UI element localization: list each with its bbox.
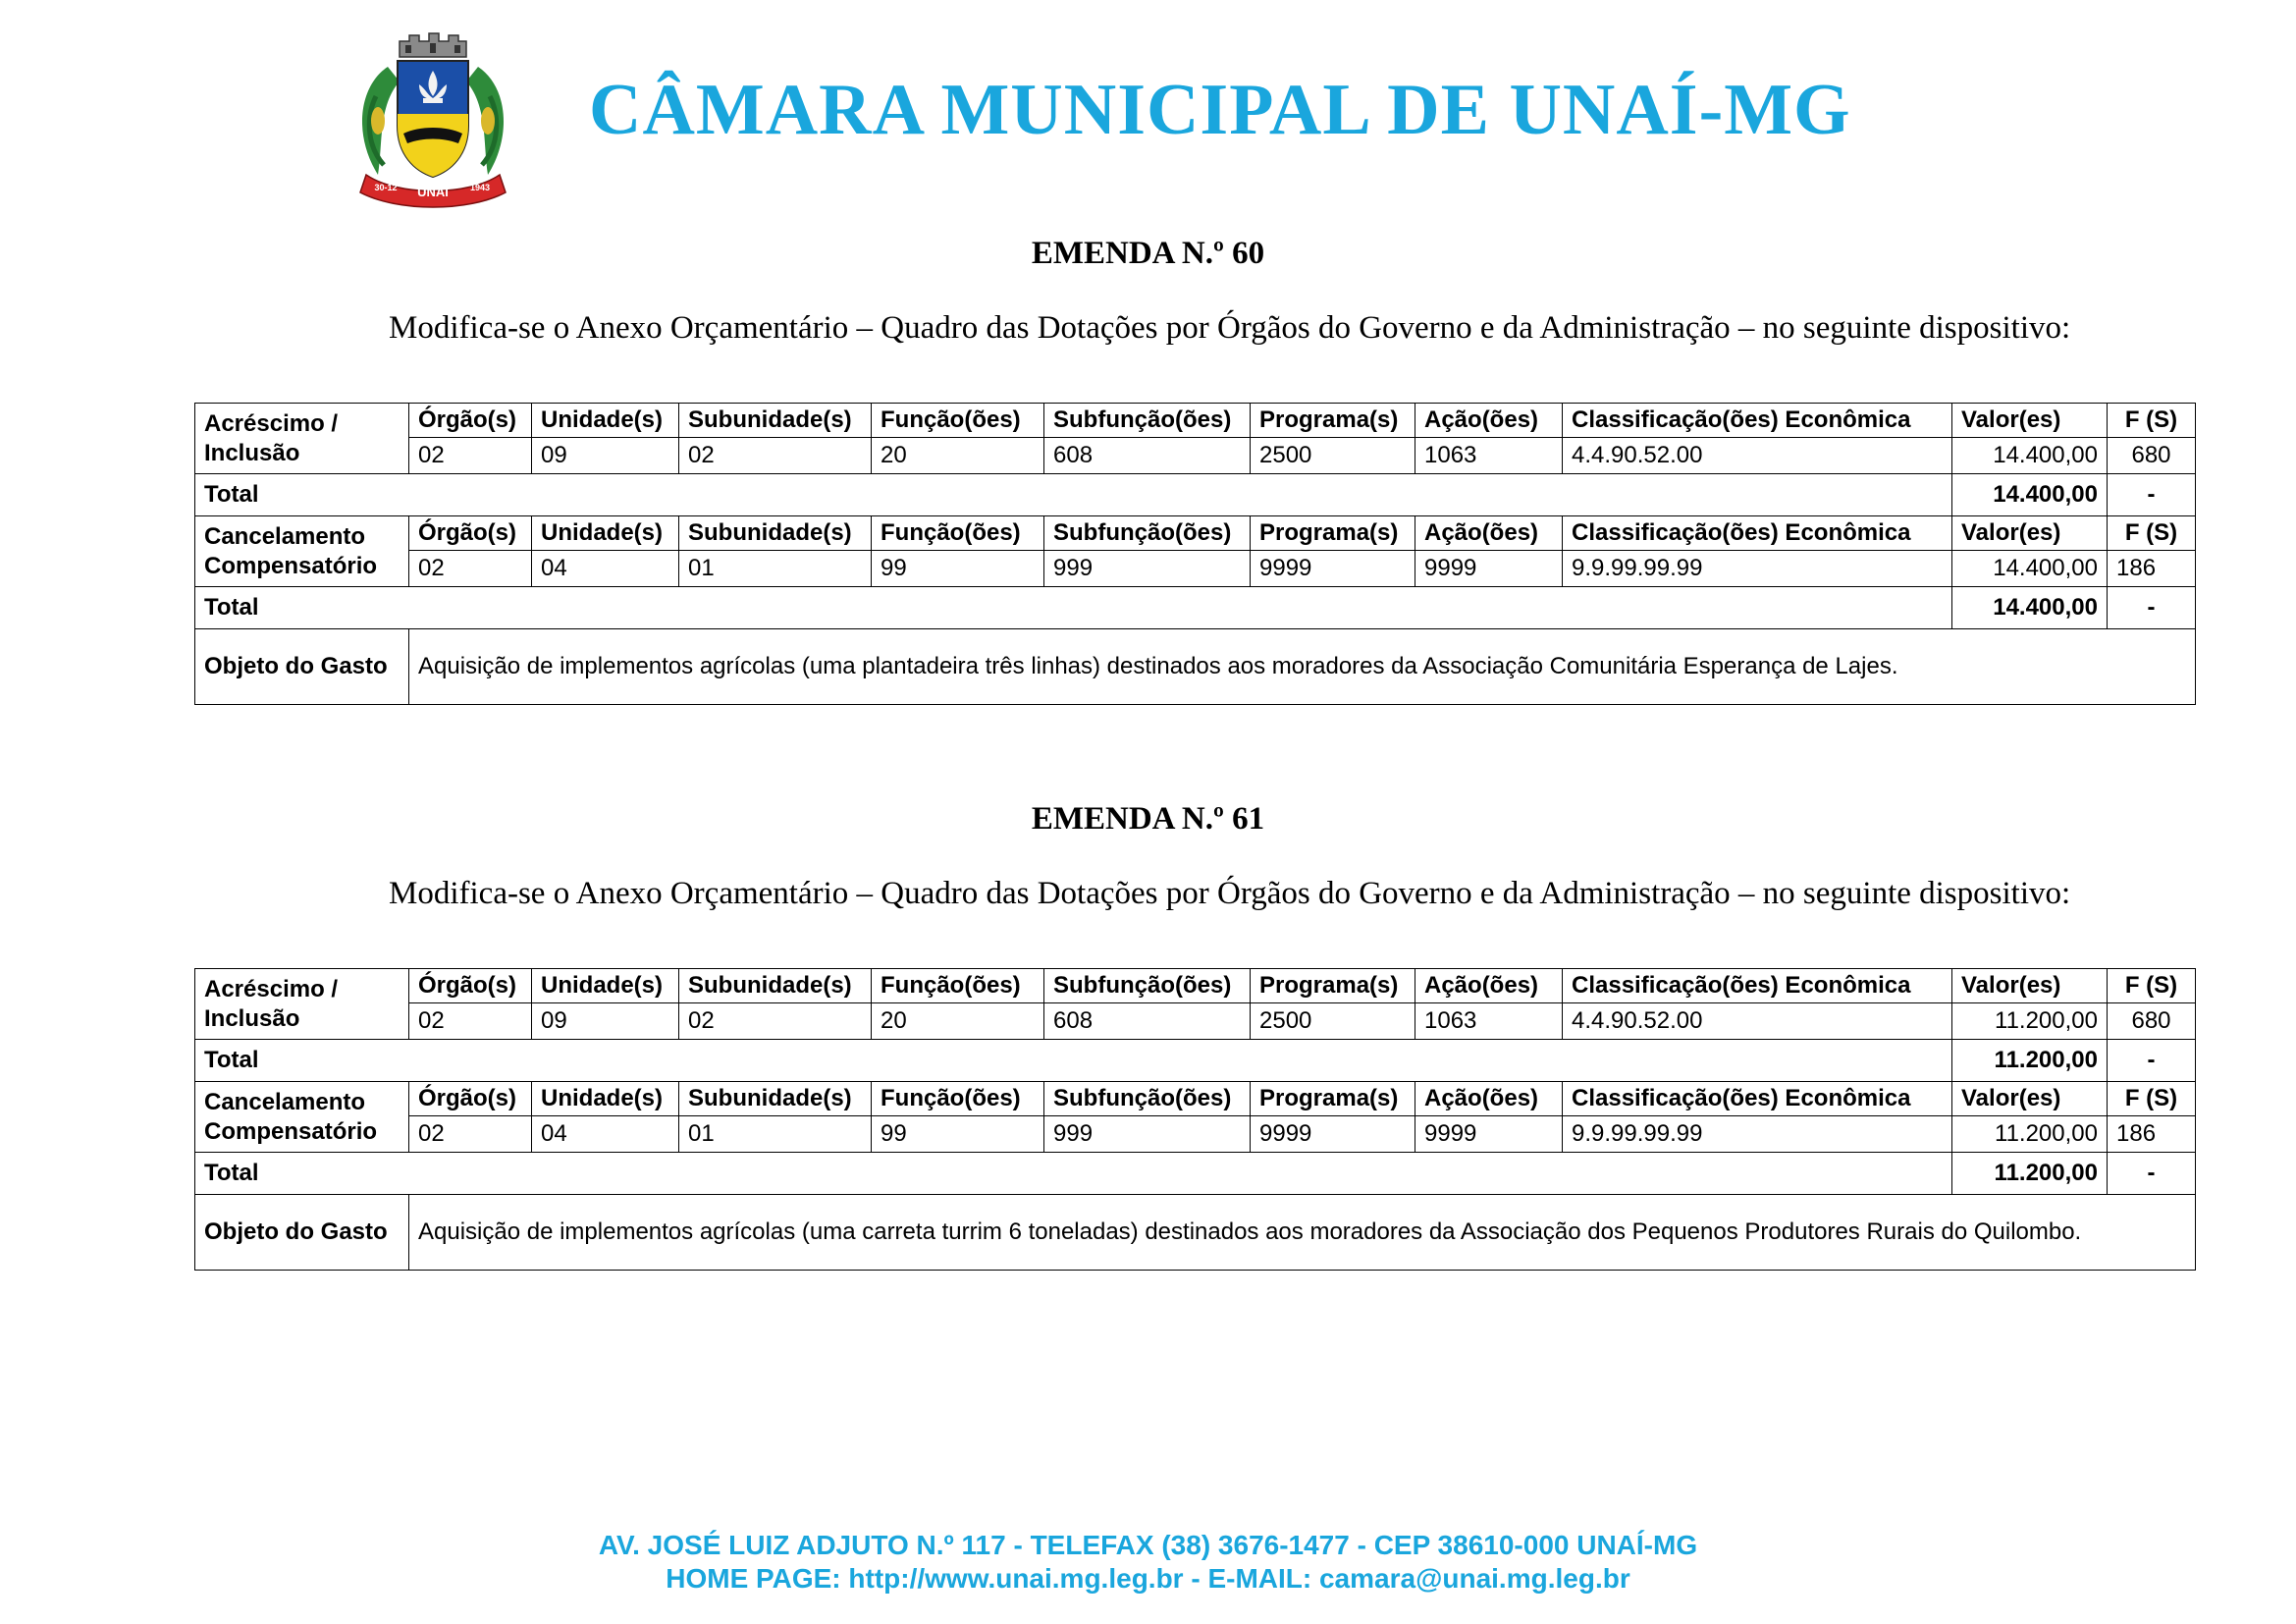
table-cell: 04: [532, 551, 679, 587]
table-cell: 1063: [1415, 1003, 1563, 1040]
table-cell: 04: [532, 1116, 679, 1153]
cancel-total-row: [195, 587, 2196, 629]
table-cell: 20: [872, 1003, 1044, 1040]
table-cell: 9999: [1415, 1116, 1563, 1153]
total-fs: -: [2108, 1040, 2196, 1082]
emenda-title: EMENDA N.º 60: [1031, 236, 1265, 271]
emenda-title: EMENDA N.º 61: [1031, 801, 1265, 837]
table-cell: 9.9.99.99.99: [1563, 551, 1952, 587]
table-cell: 2500: [1251, 1003, 1415, 1040]
total-fs: -: [2108, 474, 2196, 516]
column-header: Classificação(ões) Econômica: [1563, 969, 1952, 1003]
column-header: Classificação(ões) Econômica: [1563, 1082, 1952, 1116]
cancel-section-label: Cancelamento Compensatório: [195, 1082, 409, 1153]
table-cell: 14.400,00: [1952, 551, 2108, 587]
total-label: Total: [195, 1153, 1952, 1195]
page-title: CÂMARA MUNICIPAL DE UNAÍ-MG: [589, 70, 1851, 150]
table-cell: 9999: [1415, 551, 1563, 587]
column-header: F (S): [2108, 969, 2196, 1003]
inclusion-section-label: Acréscimo / Inclusão: [195, 404, 409, 474]
objeto-row: [195, 629, 2196, 705]
column-header: Programa(s): [1251, 1082, 1415, 1116]
crest-left-ribbon-text: 30-12: [374, 183, 398, 192]
column-header: Subunidade(s): [679, 1082, 872, 1116]
cancel-total-row: [195, 1153, 2196, 1195]
table-cell: 9999: [1251, 1116, 1415, 1153]
emenda-intro: Modifica-se o Anexo Orçamentário – Quadro das Dotações por Órgãos do Governo e da Administração – no seguinte dispositivo:: [389, 310, 2071, 346]
column-header: Valor(es): [1952, 969, 2108, 1003]
column-header: F (S): [2108, 1082, 2196, 1116]
table-cell: 20: [872, 438, 1044, 474]
column-header: Subfunção(ões): [1044, 516, 1251, 551]
column-header: Unidade(s): [532, 516, 679, 551]
objeto-text: Aquisição de implementos agrícolas (uma carreta turrim 6 toneladas) destinados aos moradores da Associação dos Pequenos Produtores Rurais do Quilombo.: [409, 1195, 2196, 1271]
table-cell: 11.200,00: [1952, 1003, 2108, 1040]
column-header: Programa(s): [1251, 969, 1415, 1003]
cancel-header-row: [195, 516, 2196, 551]
table-cell: 1063: [1415, 438, 1563, 474]
column-header: F (S): [2108, 516, 2196, 551]
inclusion-header-row: [195, 404, 2196, 438]
column-header: Subfunção(ões): [1044, 1082, 1251, 1116]
total-value: 14.400,00: [1952, 587, 2108, 629]
column-header: Valor(es): [1952, 404, 2108, 438]
total-value: 11.200,00: [1952, 1153, 2108, 1195]
column-header: Ação(ões): [1415, 516, 1563, 551]
table-cell: 4.4.90.52.00: [1563, 438, 1952, 474]
emenda-table: [194, 403, 2196, 705]
column-header: Unidade(s): [532, 969, 679, 1003]
column-header: Função(ões): [872, 516, 1044, 551]
table-cell: 2500: [1251, 438, 1415, 474]
column-header: Órgão(s): [409, 404, 532, 438]
column-header: Função(ões): [872, 404, 1044, 438]
objeto-label: Objeto do Gasto: [195, 629, 409, 705]
inclusion-section-label: Acréscimo / Inclusão: [195, 969, 409, 1040]
table-cell: 02: [409, 551, 532, 587]
column-header: Subfunção(ões): [1044, 404, 1251, 438]
table-cell: 999: [1044, 551, 1251, 587]
table-cell: 186: [2108, 551, 2196, 587]
objeto-label: Objeto do Gasto: [195, 1195, 409, 1271]
table-cell: 01: [679, 551, 872, 587]
total-value: 11.200,00: [1952, 1040, 2108, 1082]
column-header: Ação(ões): [1415, 404, 1563, 438]
emenda-table: [194, 968, 2196, 1271]
objeto-row: [195, 1195, 2196, 1271]
table-cell: 02: [409, 438, 532, 474]
column-header: Função(ões): [872, 969, 1044, 1003]
table-cell: 9999: [1251, 551, 1415, 587]
table-cell: 680: [2108, 438, 2196, 474]
column-header: Órgão(s): [409, 969, 532, 1003]
table-cell: 09: [532, 438, 679, 474]
column-header: Subunidade(s): [679, 404, 872, 438]
table-cell: 09: [532, 1003, 679, 1040]
column-header: Subunidade(s): [679, 516, 872, 551]
table-cell: 608: [1044, 438, 1251, 474]
table-cell: 11.200,00: [1952, 1116, 2108, 1153]
column-header: F (S): [2108, 404, 2196, 438]
column-header: Ação(ões): [1415, 969, 1563, 1003]
table-cell: 9.9.99.99.99: [1563, 1116, 1952, 1153]
table-cell: 99: [872, 551, 1044, 587]
cancel-header-row: [195, 1082, 2196, 1116]
column-header: Subfunção(ões): [1044, 969, 1251, 1003]
column-header: Ação(ões): [1415, 1082, 1563, 1116]
column-header: Unidade(s): [532, 404, 679, 438]
inclusion-header-row: [195, 969, 2196, 1003]
cancel-value-row: [195, 551, 2196, 587]
crest-right-ribbon-text: 1943: [469, 183, 491, 192]
cancel-value-row: [195, 1116, 2196, 1153]
table-cell: 608: [1044, 1003, 1251, 1040]
table-cell: 14.400,00: [1952, 438, 2108, 474]
column-header: Classificação(ões) Econômica: [1563, 516, 1952, 551]
column-header: Órgão(s): [409, 1082, 532, 1116]
inclusion-total-row: [195, 474, 2196, 516]
inclusion-total-row: [195, 1040, 2196, 1082]
column-header: Valor(es): [1952, 1082, 2108, 1116]
table-cell: 02: [409, 1116, 532, 1153]
table-cell: 4.4.90.52.00: [1563, 1003, 1952, 1040]
total-value: 14.400,00: [1952, 474, 2108, 516]
crest-banner-text: UNAÍ: [417, 185, 449, 199]
table-cell: 01: [679, 1116, 872, 1153]
total-fs: -: [2108, 587, 2196, 629]
total-label: Total: [195, 587, 1952, 629]
column-header: Programa(s): [1251, 516, 1415, 551]
total-label: Total: [195, 474, 1952, 516]
table-cell: 02: [409, 1003, 532, 1040]
objeto-text: Aquisição de implementos agrícolas (uma plantadeira três linhas) destinados aos moradores da Associação Comunitária Esperança de Lajes.: [409, 629, 2196, 705]
table-cell: 99: [872, 1116, 1044, 1153]
table-cell: 02: [679, 1003, 872, 1040]
table-cell: 999: [1044, 1116, 1251, 1153]
total-fs: -: [2108, 1153, 2196, 1195]
column-header: Subunidade(s): [679, 969, 872, 1003]
total-label: Total: [195, 1040, 1952, 1082]
inclusion-value-row: [195, 438, 2196, 474]
column-header: Função(ões): [872, 1082, 1044, 1116]
emenda-intro: Modifica-se o Anexo Orçamentário – Quadro das Dotações por Órgãos do Governo e da Administração – no seguinte dispositivo:: [389, 876, 2071, 911]
column-header: Programa(s): [1251, 404, 1415, 438]
column-header: Unidade(s): [532, 1082, 679, 1116]
column-header: Classificação(ões) Econômica: [1563, 404, 1952, 438]
table-cell: 02: [679, 438, 872, 474]
cancel-section-label: Cancelamento Compensatório: [195, 516, 409, 587]
table-cell: 680: [2108, 1003, 2196, 1040]
footer-contact: HOME PAGE: http://www.unai.mg.leg.br - E-MAIL: camara@unai.mg.leg.br: [666, 1563, 1630, 1594]
municipal-crest-logo: [348, 27, 517, 208]
footer-address: AV. JOSÉ LUIZ ADJUTO N.º 117 - TELEFAX (38) 3676-1477 - CEP 38610-000 UNAÍ-MG: [598, 1530, 1698, 1560]
column-header: Órgão(s): [409, 516, 532, 551]
inclusion-value-row: [195, 1003, 2196, 1040]
column-header: Valor(es): [1952, 516, 2108, 551]
table-cell: 186: [2108, 1116, 2196, 1153]
